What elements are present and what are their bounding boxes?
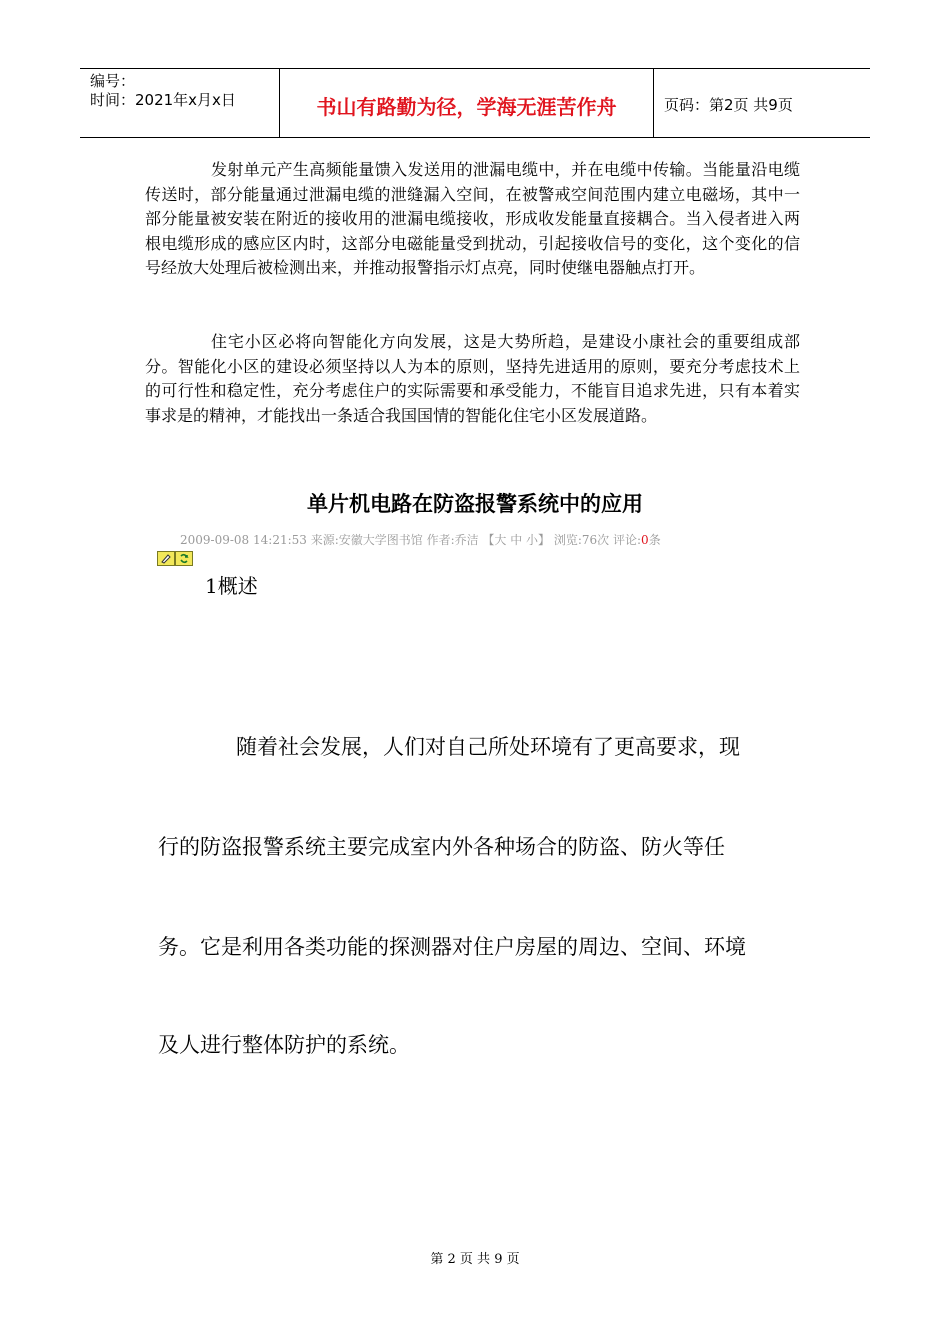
refresh-icon[interactable] bbox=[175, 551, 193, 566]
header-motto: 书山有路勤为径，学海无涯苦作舟 bbox=[280, 69, 654, 137]
toolbar-icons bbox=[157, 551, 193, 566]
body-paragraph-2: 住宅小区必将向智能化方向发展，这是大势所趋，是建设小康社会的重要组成部分。智能化小区的建设必须坚持以人为本的原则，坚持先进适用的原则，要充分考虑技术上的可行性和稳定性，充分考虑住户的实际需要和承受能力，不能盲目追求先进，只有本着实事求是的精神，才能找出一条适合我国国情的智能化住宅小区发展道路。 bbox=[145, 332, 800, 425]
article-line-3: 务。它是利用各类功能的探测器对住户房屋的周边、空间、环境 bbox=[158, 935, 746, 959]
article-meta-suffix: 条 bbox=[648, 533, 661, 547]
article-line-4: 及人进行整体防护的系统。 bbox=[158, 1033, 410, 1057]
section-heading: 1概述 bbox=[205, 574, 258, 598]
article-line-2: 行的防盗报警系统主要完成室内外各种场合的防盗、防火等任 bbox=[158, 835, 725, 859]
edit-icon[interactable] bbox=[157, 551, 175, 566]
article-meta bbox=[180, 531, 661, 548]
body-paragraph-1: 发射单元产生高频能量馈入发送用的泄漏电缆中，并在电缆中传输。当能量沿电缆传送时，部分能量通过泄漏电缆的泄缝漏入空间，在被警戒空间范围内建立电磁场，其中一部分能量被安装在附近的接收用的泄漏电缆接收，形成收发能量直接耦合。当入侵者进入两根电缆形成的感应区内时，这部分电磁能量受到扰动，引起接收信号的变化，这个变化的信号经放大处理后被检测出来，并推动报警指示灯点亮，同时使继电器触点打开。 bbox=[145, 160, 800, 277]
header-page-info: 页码：第2页 共9页 bbox=[664, 95, 793, 114]
comment-count: 0 bbox=[641, 533, 649, 547]
article-line-1: 随着社会发展，人们对自己所处环境有了更高要求，现 bbox=[236, 735, 740, 759]
header-info-cell bbox=[80, 69, 280, 137]
page-header bbox=[80, 68, 870, 138]
date-label: 时间：2021年x月x日 bbox=[90, 91, 236, 109]
page-footer: 第 2 页 共 9 页 bbox=[430, 1252, 520, 1267]
article-title: 单片机电路在防盗报警系统中的应用 bbox=[307, 492, 643, 516]
number-label: 编号： bbox=[90, 72, 136, 90]
article-meta-text: 2009-09-08 14:21:53 来源:安徽大学图书馆 作者:乔洁 【大 中 小】 浏览:76次 评论: bbox=[180, 533, 642, 547]
